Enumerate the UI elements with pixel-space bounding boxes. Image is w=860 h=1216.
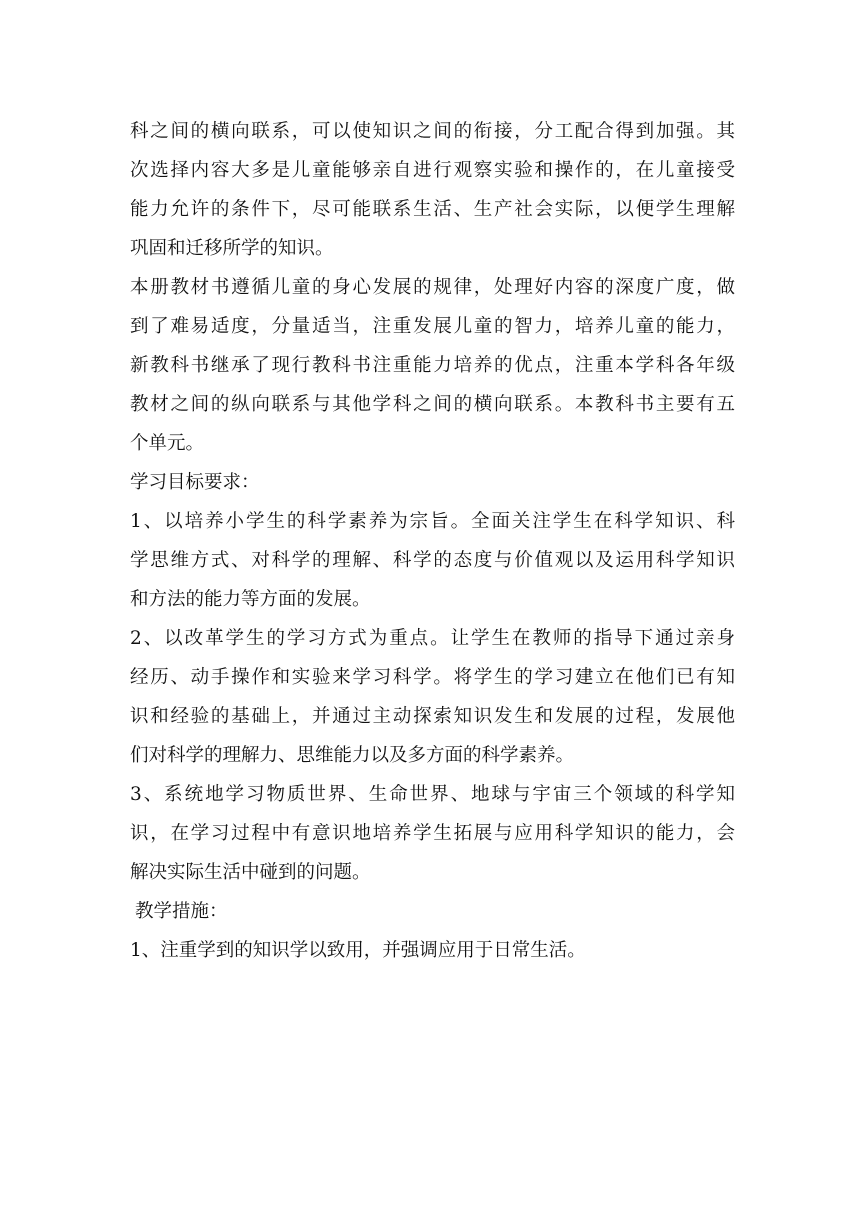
text-line: 3、系统地学习物质世界、生命世界、地球与宇宙三个领域的科学知 [130,784,735,805]
text-line: 科之间的横向联系，可以使知识之间的衔接，分工配合得到加强。其 [130,121,735,142]
text-line: 2、以改革学生的学习方式为重点。让学生在教师的指导下通过亲身 [130,628,735,649]
text-line: 1、以培养小学生的科学素养为宗旨。全面关注学生在科学知识、科 [130,511,735,532]
text-line: 到了难易适度，分量适当，注重发展儿童的智力，培养儿童的能力， [130,316,735,337]
text-line: 学思维方式、对科学的理解、科学的态度与价值观以及运用科学知识 [130,550,735,571]
text-line: 1、注重学到的知识学以致用，并强调应用于日常生活。 [130,940,586,961]
text-line: 能力允许的条件下，尽可能联系生活、生产社会实际，以便学生理解 [130,199,735,220]
text-line: 教材之间的纵向联系与其他学科之间的横向联系。本教科书主要有五 [130,394,735,415]
body-text [130,112,735,970]
text-line: 巩固和迁移所学的知识。 [130,238,334,259]
text-line: 个单元。 [130,433,205,454]
text-line: 和方法的能力等方面的发展。 [130,589,371,610]
text-line: 次选择内容大多是儿童能够亲自进行观察实验和操作的，在儿童接受 [130,160,735,181]
text-line: 解决实际生活中碰到的问题。 [130,862,371,883]
text-line: 经历、动手操作和实验来学习科学。将学生的学习建立在他们已有知 [130,667,735,688]
text-line: 识和经验的基础上，并通过主动探索知识发生和发展的过程，发展他 [130,706,735,727]
text-line: 学习目标要求： [130,472,260,493]
text-line: 新教科书继承了现行教科书注重能力培养的优点，注重本学科各年级 [130,355,735,376]
text-line: 教学措施： [135,901,228,922]
text-line: 识，在学习过程中有意识地培养学生拓展与应用科学知识的能力，会 [130,823,735,844]
text-line: 们对科学的理解力、思维能力以及多方面的科学素养。 [130,745,575,766]
text-line: 本册教材书遵循儿童的身心发展的规律，处理好内容的深度广度，做 [130,277,735,298]
